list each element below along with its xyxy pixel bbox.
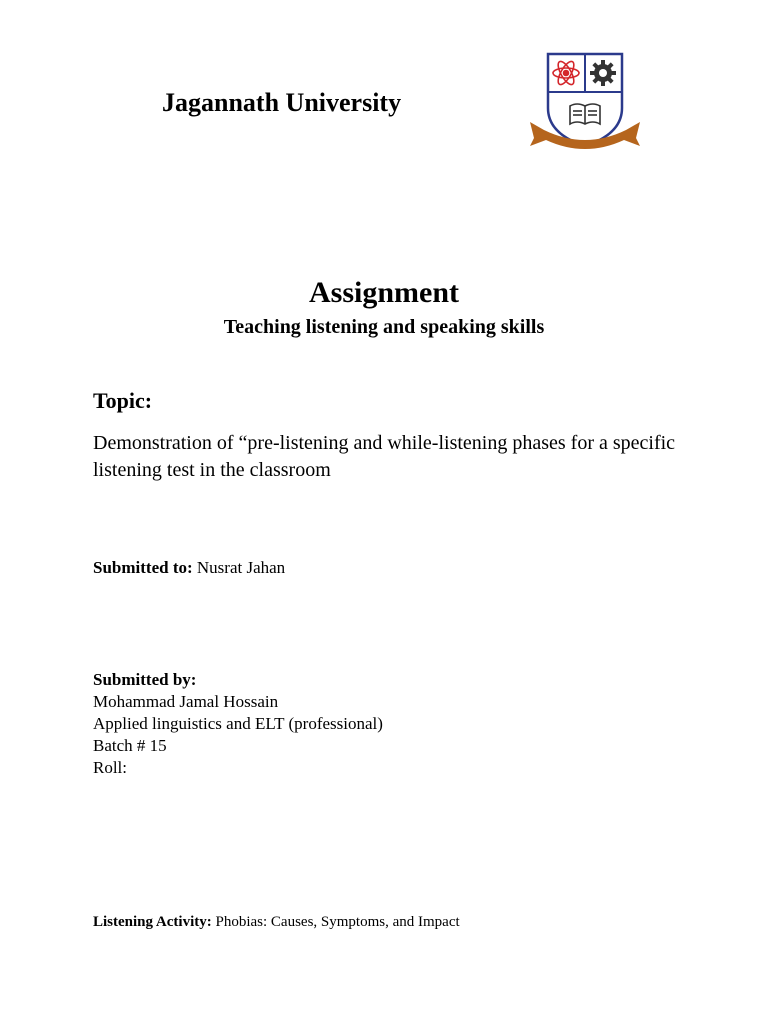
- listening-activity-label: Listening Activity:: [93, 914, 212, 930]
- submitted-to-value: Nusrat Jahan: [192, 558, 286, 577]
- assignment-subtitle: Teaching listening and speaking skills: [223, 316, 545, 338]
- submitter-program: Applied linguistics and ELT (professional): [93, 714, 383, 733]
- submitted-to-label: Submitted to:: [93, 558, 193, 577]
- submitter-batch: Batch # 15: [93, 736, 167, 755]
- listening-activity-value: Phobias: Causes, Symptoms, and Impact: [211, 914, 460, 930]
- university-title: Jagannath University: [162, 88, 402, 117]
- gear-icon: [590, 60, 616, 86]
- topic-text: Demonstration of “pre-listening and while-listening phases for a specific listening test in the classroom: [93, 432, 676, 481]
- assignment-title: Assignment: [308, 276, 459, 309]
- submitter-name: Mohammad Jamal Hossain: [93, 692, 279, 711]
- topic-heading: Topic:: [93, 388, 153, 413]
- listening-activity: [93, 912, 460, 932]
- submitted-to: [93, 557, 285, 579]
- submitted-by-label: Submitted by:: [93, 670, 197, 689]
- submitter-roll: Roll:: [93, 758, 128, 777]
- book-icon: [570, 104, 600, 124]
- university-logo: [526, 50, 644, 154]
